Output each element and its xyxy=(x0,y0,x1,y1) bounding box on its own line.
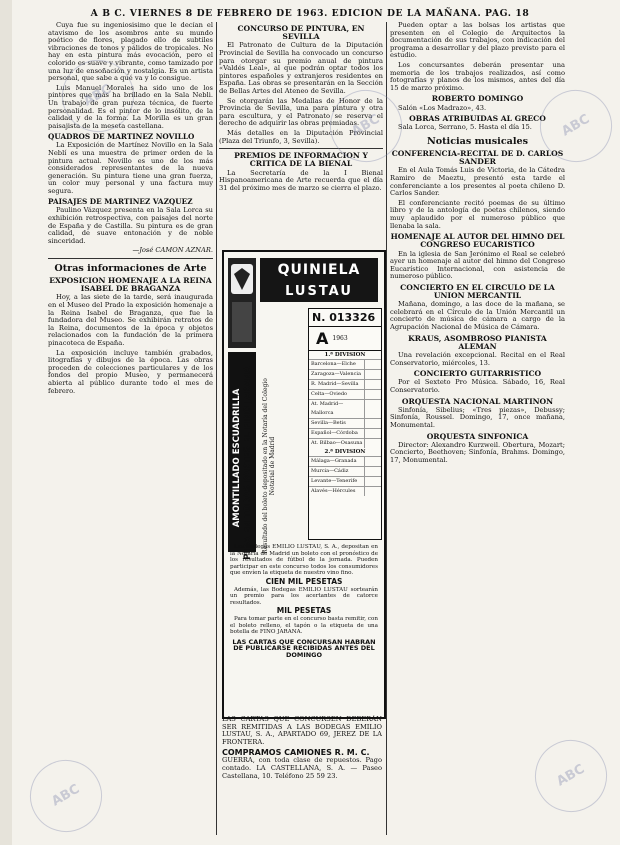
archive-watermark-icon: ABC xyxy=(49,47,147,145)
ad-paragraph: Las Bodegas EMILIO LUSTAU, S. A., depositan en la Notaría de Madrid un boleto con el pronóstico de los resultados de fútbol de la jornada. Pueden participar en este concurso todos los consumidores que envíen la etiqueta de nuestro vino fino. xyxy=(230,544,378,577)
article-paragraph: Salón «Los Madrazo», 43. xyxy=(398,103,487,112)
match-row: Murcia—Cádiz xyxy=(309,466,381,476)
ad-body xyxy=(230,544,378,659)
article-paragraph: Sala Lorca, Serrano, 5. Hasta el día 15. xyxy=(398,123,532,132)
article-paragraph: Hoy, a las siete de la tarde, será inaugurada en el Museo del Prado la exposición homenaje a la Reina Isabel de Braganza, que fue la fundadora del Museo. Se exhibirán retratos de la Reina, documentos de la época y objetos relacionados con la fundación de la primera pinacoteca de España. xyxy=(48,293,213,347)
match-row: R. Madrid—Sevilla xyxy=(309,379,381,389)
article-heading: EXPOSICION HOMENAJE A LA REINA ISABEL DE BRAGANZA xyxy=(49,276,212,294)
coupon-letter: A xyxy=(316,329,329,348)
match-row: Barcelona—Elche xyxy=(309,359,381,369)
article-paragraph: Los concursantes deberán presentar una memoria de los trabajos realizados, así como fotografías y planos de los mismos, antes del día 15 de marzo próximo. xyxy=(390,60,565,92)
match-row: Málaga—Granada xyxy=(309,456,381,466)
division-label: 2.ª DIVISION xyxy=(324,449,366,455)
classified-heading: COMPRAMOS CAMIONES R. M. C. xyxy=(222,748,370,758)
article-signature: —José CAMON AZNAR. xyxy=(132,246,213,255)
ad-brand-title: QUINIELA xyxy=(260,258,378,282)
article-heading: PAISAJES DE MARTINEZ VAZQUEZ xyxy=(48,197,193,207)
article-paragraph: Director: Alexandro Kurzweil. Obertura, Mozart; Concierto, Beethoven; Sinfonía, Brahms. Domingo, 17, Monumental. xyxy=(390,440,565,465)
column-rule xyxy=(216,22,217,835)
column-1 xyxy=(48,22,213,835)
ad-prize: CIEN MIL PESETAS xyxy=(265,576,343,586)
classified-ads xyxy=(222,716,382,782)
divider xyxy=(48,258,213,259)
match-row: Español—Córdoba xyxy=(309,428,381,438)
article-heading: CONCIERTO GUITARRISTICO xyxy=(413,369,542,379)
ad-vertical-slogan: PIDA EN TODAS PARTES EL FINO JARANA xyxy=(243,366,253,560)
ad-footer: LAS CARTAS QUE CONCURSAN HABRAN DE PUBLICARSE RECIBIDAS ANTES DEL DOMINGO xyxy=(232,637,376,659)
section-title: Noticias musicales xyxy=(426,135,529,147)
article-heading: KRAUS, ASOMBROSO PIANISTA ALEMAN xyxy=(408,333,547,351)
ad-paragraph: Para tomar parte en el concurso basta remitir, con el boleto relleno, el tapón o la etiqueta de una botella de FINO JARANA. xyxy=(230,615,378,636)
article-paragraph: Sinfonía, Sibelius; «Tres piezas», Debussy; Sinfonía, Roussel. Domingo, 17, once mañana, Monumental. xyxy=(390,405,565,430)
archive-watermark-icon: ABC xyxy=(317,77,415,175)
brand-logo-icon xyxy=(228,258,256,348)
match-row: Alavés—Hércules xyxy=(309,486,381,496)
article-paragraph: Luis Manuel Morales ha sido uno de los pintores que más ha brillado en la Sala Nebli. Un trabajo de gran pureza técnica, de fuerte personalidad. Es el pintor de lo insólito, de la calidad y de la forma. La Morilla es un gran paisajista de la meseta castellana. xyxy=(48,83,213,130)
article-heading: CONCIERTO EN EL CIRCULO DE LA UNION MERCANTIL xyxy=(400,282,555,301)
ad-vertical-slogan: AMONTILLADO ESCUADRILLA xyxy=(232,388,242,528)
article-paragraph: En el Aula Tomás Luis de Victoria, de la Cátedra Ramiro de Maeztu, presentó esta tarde el conferenciante a los presentes al poeta chileno D. Carlos Sander. xyxy=(390,166,565,198)
article-paragraph: Se otorgarán las Medallas de Honor de la Provincia de Sevilla, una para pintura y otra para escultura, y el Patronato se reserva el derecho de adquirir las obras premiadas. xyxy=(219,96,383,128)
article-paragraph: Una revelación excepcional. Recital en el Real Conservatorio, miércoles, 13. xyxy=(390,351,565,367)
column-3 xyxy=(390,22,565,835)
article-heading: QUADROS DE MARTINEZ NOVILLO xyxy=(48,132,195,142)
article-paragraph: Mañana, domingo, a las doce de la mañana, se celebrará en el Círculo de la Unión Mercantil un concierto de música de cámara a cargo de la Agrupación Nacional de Música de Cámara. xyxy=(390,300,565,332)
article-paragraph: La exposición incluye también grabados, litografías y dibujos de la época. Las obras proceden de colecciones particulares y de los fondos del propio Museo, y permanecerá abierta al público durante todo el mes de febrero. xyxy=(48,348,213,395)
match-row: Levante—Tenerife xyxy=(309,476,381,486)
ad-brand-subtitle: LUSTAU xyxy=(260,282,378,302)
shield-icon xyxy=(228,258,256,348)
article-heading: PREMIOS DE INFORMACION Y CRITICA DE LA BIENAL xyxy=(234,151,368,169)
article-paragraph: Por el Sexteto Pro Música. Sábado, 16, Real Conservatorio. xyxy=(390,378,565,395)
archive-watermark-icon: ABC xyxy=(522,727,620,825)
classified-paragraph: GUERRA, con toda clase de repuestos. Pago contado. LA CASTELLANA, S. A. — Paseo Castellana, 10. Teléfono 25 59 23. xyxy=(222,756,382,780)
match-row: Zaragoza—Valencia xyxy=(309,369,381,379)
classified-paragraph: LAS CARTAS QUE CONCURSEN DEBERÁN SER REMITIDAS A LAS BODEGAS EMILIO LUSTAU, S. A., APARTADO 69, JEREZ DE LA FRONTERA. xyxy=(222,715,382,746)
article-heading: ROBERTO DOMINGO xyxy=(431,94,524,104)
article-paragraph: El Patronato de Cultura de la Diputación Provincial de Sevilla ha convocado un concurso para otorgar su premio anual de pintura «Valdés Leal», al que podrán optar todos los pintores españoles y extranjeros residentes en España. Las obras se presentarán en la Sección de Bellas Artes del Ateneo de Sevilla. xyxy=(219,41,383,95)
division-label: 1.ª DIVISION xyxy=(324,352,366,358)
article-heading: CONFERENCIA-RECITAL DE D. CARLOS SANDER xyxy=(391,148,564,167)
article-paragraph: En la iglesia de San Jerónimo el Real se celebró ayer un homenaje al autor del himno del Congreso Eucarístico Internacional, con asistencia de numeroso público. xyxy=(390,249,565,281)
match-row: At. Bilbao—Osasuna xyxy=(309,438,381,448)
quiniela-coupon xyxy=(308,308,382,540)
coupon-year: 1963 xyxy=(332,335,348,342)
article-heading: HOMENAJE AL AUTOR DEL HIMNO DEL CONGRESO EUCARISTICO xyxy=(390,232,565,250)
article-paragraph: Más detalles en la Diputación Provincial (Plaza del Triunfo, 3, Sevilla). xyxy=(219,128,383,145)
match-row: Sevilla—Betis xyxy=(309,418,381,428)
section-title: Otras informaciones de Arte xyxy=(54,263,207,275)
ad-vertical-caption: Resultado del boleto depositado en la Notaría del Colegio Notarial de Madrid xyxy=(262,378,276,554)
article-paragraph: Paulino Vázquez presenta en la Sala Lorca su exhibición retrospectiva, con paisajes del norte de España y de Castilla. Su pintura es de gran calidad, de suave entonación y de noble sinceridad. xyxy=(48,206,213,245)
article-paragraph: La Exposición de Martínez Novillo en la Sala Neblí es una muestra de primer orden de la pintura actual. Novillo es uno de los más considerados representantes de la nueva generación. Su pintura tiene una gran fuerza, un color muy personal y una factura muy segura. xyxy=(48,141,213,195)
article-paragraph: El conferenciante recitó poemas de su último libro y de la antología de poetas chilenos, siendo muy aplaudido por el numeroso público que llenaba la sala. xyxy=(390,198,565,230)
ad-prize: MIL PESETAS xyxy=(276,606,332,616)
ad-paragraph: Además, las Bodegas EMILIO LUSTAU sortearán un premio para los acertantes de catorce resultados. xyxy=(230,586,378,606)
match-row: Celta—Oviedo xyxy=(309,389,381,399)
article-heading: ORQUESTA NACIONAL MARTINON xyxy=(401,396,554,406)
article-heading: ORQUESTA SINFONICA xyxy=(426,431,529,441)
quiniela-advertisement xyxy=(222,250,386,719)
article-paragraph: Cuya fue su ingeniosisimo que le decían el atavismo de los asombros ante su mundo poético de flores, plagado ello de subtiles vibraciones de tonos y pálidos de tropicales. No hay en esta pintura más evocación, pero el colorido es suave y vibrante, como tamizado por una luz de ensoñación y nostalgia. Es un artista personal, que sabe a qué va y lo consigue. xyxy=(48,22,213,83)
archive-watermark-icon: ABC xyxy=(527,77,620,175)
coupon-header-row xyxy=(309,327,381,351)
scan-margin xyxy=(0,0,12,845)
article-heading: OBRAS ATRIBUIDAS AL GRECO xyxy=(409,114,546,124)
archive-watermark-icon: ABC xyxy=(17,747,115,845)
article-paragraph: Pueden optar a las bolsas los artistas que presenten en el Colegio de Arquitectos la documentación de sus trabajos, con indicación del programa a desarrollar y del plazo previsto para el estudio. xyxy=(390,22,565,60)
match-row: At. Madrid—Mallorca xyxy=(309,399,381,418)
article-paragraph: La Secretaría de la I Bienal Hispanoamericana de Arte recuerda que el día 31 del próximo mes de marzo se cierra el plazo. xyxy=(219,168,383,192)
article-heading: CONCURSO DE PINTURA, EN SEVILLA xyxy=(237,24,365,42)
page-header: A B C. VIERNES 8 DE FEBRERO DE 1963. EDICION DE LA MAÑANA. PAG. 18 xyxy=(90,8,530,19)
coupon-number: N. 013326 xyxy=(309,309,381,327)
